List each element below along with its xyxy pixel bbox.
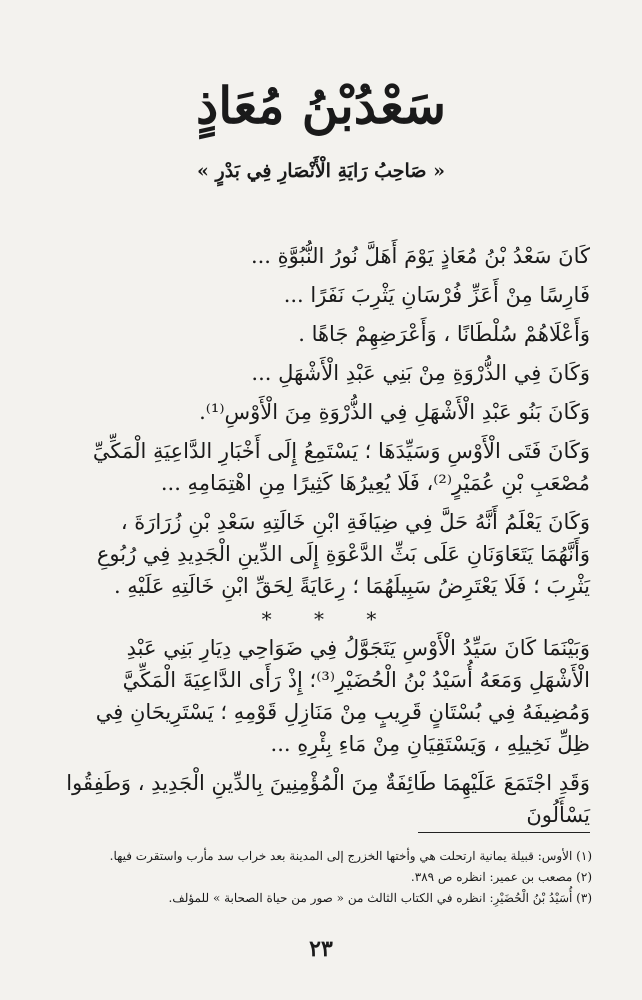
page-number: ٢٣ — [309, 936, 333, 962]
body-text — [66, 240, 590, 831]
footnote: (٣) أُسَيْدُ بْنُ الْحُضَيْرِ: انظره في الكتاب الثالث من « صور من حياة الصحابة » للمؤلف. — [168, 891, 592, 905]
paragraph: وَكَانَ يَعْلَمُ أَنَّهُ حَلَّ فِي ضِيَافَةِ ابْنِ خَالَتِهِ سَعْدِ بْنِ زُرَارَةَ ، وَأَنَّهُمَا يَتَعَاوَنَانِ عَلَى بَثِّ الدَّعْوَةِ إِلَى الدِّينِ الْجَدِيدِ فِي رُبُوعِ يَثْرِبَ ؛ فَلَا يَعْتَرِضُ سَبِيلَهُمَا ؛ رِعَايَةً لِحَقِّ ابْنِ خَالَتِهِ عَلَيْهِ . — [96, 510, 590, 598]
paragraph: وَكَانَ فَتَى الْأَوْسِ وَسَيِّدَهَا ؛ يَسْتَمِعُ إِلَى أَخْبَارِ الدَّاعِيَةِ الْمَكِّيِّ مُصْعَبِ بْنِ عُمَيْرٍ⁽²⁾، فَلَا يُعِيرُهَا كَثِيرًا مِنِ اهْتِمَامِهِ ... — [92, 439, 590, 495]
paragraph: وَقَدِ اجْتَمَعَ عَلَيْهِمَا طَائِفَةٌ مِنَ الْمُؤْمِنِينَ بِالدِّينِ الْجَدِيدِ ، وَطَفِقُوا يَسْأَلُونَ — [66, 771, 590, 827]
paragraph: كَانَ سَعْدُ بْنُ مُعَاذٍ يَوْمَ أَهَلَّ نُورُ النُّبُوَّةِ ... — [250, 244, 590, 268]
chapter-subtitle: « صَاحِبُ رَايَةِ الْأَنْصَارِ فِي بَدْرٍ » — [197, 160, 445, 182]
paragraph: فَارِسًا مِنْ أَعَزِّ فُرْسَانِ يَثْرِبَ نَفَرًا ... — [283, 283, 590, 307]
paragraph: وَأَعْلَاهُمْ سُلْطَانًا ، وَأَعْرَضِهِمْ جَاهًا . — [298, 322, 590, 346]
chapter-title: سَعْدُبْنُ مُعَاذٍ — [195, 76, 447, 135]
footnote: (١) الأوس: قبيلة يمانية ارتحلت هي وأختها الخزرج إلى المدينة بعد خراب سد مأرب واستقرت فيها. — [109, 849, 592, 863]
footnote-divider — [418, 832, 590, 833]
footnote: (٢) مصعب بن عمير: انظره ص ٣٨٩. — [410, 870, 592, 884]
paragraph: وَبَيْنَمَا كَانَ سَيِّدُ الْأَوْسِ يَتَجَوَّلُ فِي ضَوَاحِي دِيَارِ بَنِي عَبْدِ الْأَشْهَلِ وَمَعَهُ أُسَيْدُ بْنُ الْحُضَيْرِ⁽³⁾؛ إِذْ رَأَى الدَّاعِيَةَ الْمَكِّيَّ وَمُضِيفَهُ فِي بُسْتَانٍ قَرِيبٍ مِنْ مَنَازِلِ قَوْمِهِ ؛ يَسْتَرِيحَانِ فِي ظِلِّ نَخِيلِهِ ، وَيَسْتَقِيَانِ مِنْ مَاءِ بِئْرِهِ ... — [95, 636, 590, 756]
footnotes — [100, 846, 592, 909]
paragraph: وَكَانَ بَنُو عَبْدِ الْأَشْهَلِ فِي الذُّرْوَةِ مِنَ الْأَوْسِ⁽¹⁾. — [199, 400, 590, 424]
paragraph: وَكَانَ فِي الذُّرْوَةِ مِنْ بَنِي عَبْدِ الْأَشْهَلِ ... — [251, 361, 590, 385]
section-separator: * * * — [261, 607, 395, 631]
